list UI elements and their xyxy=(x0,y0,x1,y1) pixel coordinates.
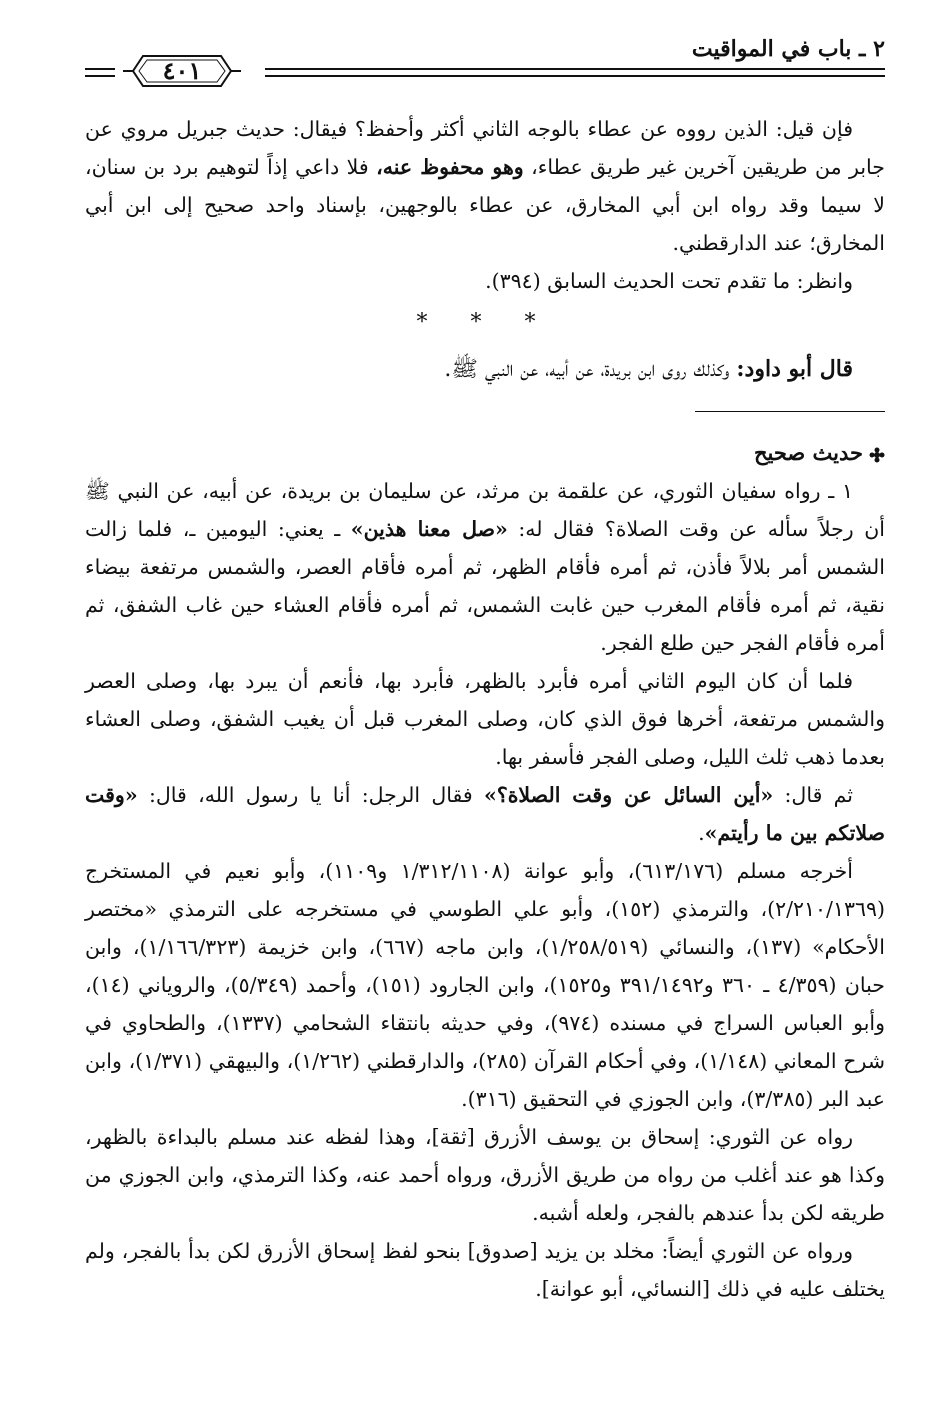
flower-icon xyxy=(869,447,885,463)
text-run: ثم قال: xyxy=(784,783,853,807)
text-run: فقال الرجل: أنا يا رسول الله، قال: xyxy=(148,783,473,807)
paragraph xyxy=(85,110,885,262)
text-run: فلا داعي إذاً لتوهيم برد بن سنان، لا سيما وقد رواه ابن أبي المخارق، عن عطاء بالوجهين، بإسناد واحد صحيح إلى ابن أبي المخارق؛ عند الدارقطني. xyxy=(85,155,885,255)
text-run: فإن قيل: الذين رووه عن عطاء بالوجه الثاني أكثر وأحفظ؟ فيقال: حديث جبريل مروي عن جابر من طريقين آخرين غير طريق عطاء، xyxy=(85,117,885,179)
abu-dawud-label: قال أبو داود: xyxy=(736,356,853,382)
separator-line xyxy=(695,411,885,412)
paragraph: رواه عن الثوري: إسحاق بن يوسف الأزرق [ثقة]، وهذا لفظه عند مسلم بالبداءة بالظهر، وكذا هو عند أغلب من رواه من طريق الأزرق، ورواه أحمد عنه، وكذا الترمذي، وابن الجوزي من طريقه لكن بدأ عندهم بالفجر، ولعله أشبه. xyxy=(85,1125,885,1225)
separator-wrap xyxy=(85,411,885,412)
paragraph xyxy=(85,776,885,852)
text-run: ١ ـ رواه سفيان الثوري، عن علقمة بن مرثد، عن سليمان بن بريدة، عن أبيه، عن النبي ﷺ أن رجلاً سأله عن وقت الصلاة؟ فقال له: xyxy=(85,479,885,541)
section-title-text: حديث صحيح xyxy=(753,440,863,465)
text-run: ـ يعني: اليومين ـ، فلما زالت الشمس أمر بلالاً فأذن، ثم أمره فأقام الظهر، ثم أمره فأقام العصر، والشمس مرتفعة بيضاء نقية، ثم أمره فأقام المغرب حين غابت الشمس، ثم أمره فأقام العشاء حين غاب الشفق، ثم أمره فأقام الفجر حين طلع الفجر. xyxy=(85,517,885,655)
page-header xyxy=(85,30,885,90)
paragraph xyxy=(85,472,885,662)
abu-dawud-statement xyxy=(85,350,885,389)
abu-dawud-text: وكذلك روى ابن بريدة، عن أبيه، عن النبي ﷺ. xyxy=(444,357,730,382)
running-title: ٢ ـ باب في المواقيت xyxy=(691,36,885,62)
paragraph: أخرجه مسلم (٦١٣/١٧٦)، وأبو عوانة (١/٣١٢/١١٠٨ و١١٠٩)، وأبو نعيم في المستخرج (٢/٢١٠/١٣٦٩)، والترمذي (١٥٢)، وأبو علي الطوسي في مستخرجه على الترمذي «مختصر الأحكام» (١٣٧)، والنسائي (١/٢٥٨/٥١٩)، وابن ماجه (٦٦٧)، وابن خزيمة (١/١٦٦/٣٢٣)، وابن حبان (٤/٣٥٩ ـ ٣٦٠ و٣٩١/١٤٩٢ و١٥٢٥)، وابن الجارود (١٥١)، وأحمد (٥/٣٤٩)، والروياني (١٤)، وأبو العباس السراج في مسنده (٩٧٤)، وفي حديثه بانتقاء الشحامي (١٣٣٧)، والطحاوي في شرح المعاني (١/١٤٨)، وفي أحكام القرآن (٢٨٥)، والدارقطني (١/٢٦٢)، والبيهقي (١/٣٧١)، وابن عبد البر (٣/٣٨٥)، وابن الجوزي في التحقيق (٣١٦). xyxy=(85,859,885,1111)
bold-run: وهو محفوظ عنه، xyxy=(376,155,524,179)
paragraph: وانظر: ما تقدم تحت الحديث السابق (٣٩٤). xyxy=(485,269,853,293)
page-number-frame xyxy=(123,52,241,90)
header-rule xyxy=(265,68,885,77)
bold-run: «أين السائل عن وقت الصلاة؟» xyxy=(484,783,774,807)
text-run: . xyxy=(698,821,705,845)
bold-run: «صل معنا هذين» xyxy=(350,517,508,541)
paragraph: ورواه عن الثوري أيضاً: مخلد بن يزيد [صدوق] بنحو لفظ إسحاق الأزرق لكن بدأ بالفجر، ولم يختلف عليه في ذلك [النسائي، أبو عوانة]. xyxy=(85,1239,885,1301)
page-number: ٤٠١ xyxy=(162,56,202,85)
bold-run: «وقت صلاتكم بين ما رأيتم» xyxy=(85,783,885,845)
section-title xyxy=(85,434,885,472)
paragraph: فلما أن كان اليوم الثاني أمره فأبرد بالظهر، فأبرد بها، فأنعم أن يبرد بها، وصلى العصر والشمس مرتفعة، أخرها فوق الذي كان، وصلى المغرب قبل أن يغيب الشفق، وصلى العشاء بعدما ذهب ثلث الليل، وصلى الفجر فأسفر بها. xyxy=(85,669,885,769)
page-content xyxy=(85,110,885,1308)
section-stars: * * * xyxy=(416,310,554,335)
header-rule-left xyxy=(85,68,115,77)
